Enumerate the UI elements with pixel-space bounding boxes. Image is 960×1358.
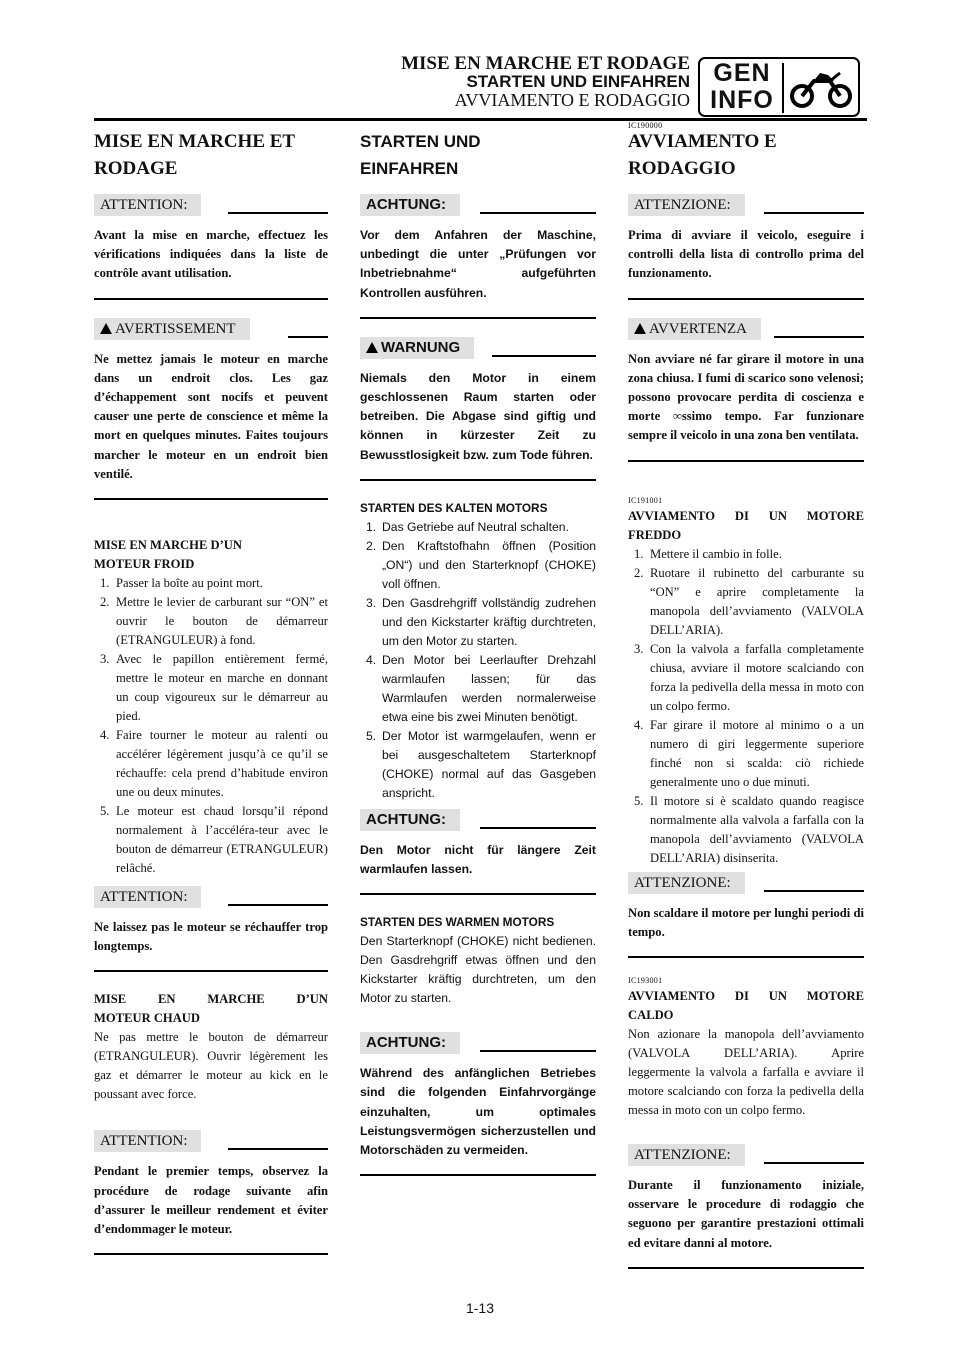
achtung-header: ACHTUNG: (360, 194, 596, 218)
attenzione-header: ATTENZIONE: (628, 1144, 864, 1168)
list-item: 4. Faire tourner le moteur au ralenti ou accélérer légèrement jusqu’à ce qu’il se réchauffe: cela prend d’habitude environ une ou deux minutes. (100, 728, 328, 800)
cold-start-steps (628, 545, 864, 868)
section-code: IC191001 (628, 495, 663, 505)
attention-header: ATTENTION: (94, 886, 328, 910)
list-item: 3. Den Gasdrehgriff vollständig zudrehen und den Kickstarter kräftig durchtreten, um den Motor zu starten. (366, 595, 596, 648)
list-item: 2. Den Kraftstofhahn öffnen (Position „ON“) und den Starterknopf (CHOKE) voll öffnen. (366, 538, 596, 591)
attenzione-header: ATTENZIONE: (628, 872, 864, 896)
motorcycle-icon (790, 69, 854, 109)
cold-start-heading: STARTEN DES KALTEN MOTORS (360, 500, 548, 515)
page-header (0, 55, 690, 109)
attenzione-text: Prima di avviare il veicolo, eseguire i controlli della lista di controllo prima del funzionamento. (628, 228, 864, 281)
header-rule (94, 118, 867, 121)
list-item: 5. Le moteur est chaud lorsqu’il répond normalement à l’accéléra-teur avec le bouton de démarreur (ETRANGULEUR) relâché. (100, 804, 328, 876)
attention-text: Avant la mise en marche, effectuez les vérifications indiquées dans la liste de contrôle avant utilisation. (94, 228, 328, 281)
list-item: 4. Far girare il motore al minimo o a un numero di giri leggermente superiore finché non si scalda: ciò richiede generalmente uno o due minuti. (634, 717, 864, 789)
attenzione-text: Non scaldare il motore per lunghi periodi di tempo. (628, 905, 864, 939)
achtung-text: Vor dem Anfahren der Maschine, unbedingt die unter „Prüfungen vor Inbetriebnahme“ aufgeführten Kontrollen ausführen. (360, 228, 596, 300)
list-item: 1. Das Getriebe auf Neutral schalten. (366, 519, 569, 534)
header-title-fr: MISE EN MARCHE ET RODAGE (401, 53, 690, 74)
attenzione-header: ATTENZIONE: (628, 194, 864, 218)
section-code: IC190000 (628, 121, 663, 130)
header-title-it: AVVIAMENTO E RODAGGIO (454, 90, 690, 110)
section-title: MISE EN MARCHE ET RODAGE (94, 131, 295, 179)
warning-icon (100, 323, 112, 334)
badge-text: GEN INFO (710, 59, 774, 114)
cold-start-steps (360, 518, 596, 803)
column-french (94, 128, 328, 1273)
attention-header: ATTENTION: (94, 194, 328, 218)
list-item: 1. Passer la boîte au point mort. (100, 576, 263, 591)
warm-start-text: Non azionare la manopola dell’avviamento (VALVOLA DELL’ARIA). Aprire leggermente la valvola a farfalla e avviare il motore scalciando con forza la pedivella della messa in moto con un colpo fermo. (628, 1027, 864, 1118)
attention-text: Ne laissez pas le moteur se réchauffer trop longtemps. (94, 920, 328, 954)
column-italian (628, 128, 864, 1287)
page-number: 1-13 (465, 1300, 495, 1316)
cold-start-heading: AVVIAMENTO DI UN MOTORE FREDDO (628, 508, 864, 542)
warning-text: Ne mettez jamais le moteur en marche dans un endroit clos. Les gaz d’échappement sont nocifs et peuvent causer une perte de conscience et même la mort en quelques minutes. Faites toujours marcher le moteur en un endroit bien ventilé. (94, 351, 328, 481)
section-title: AVVIAMENTO E RODAGGIO (628, 131, 777, 179)
warning-icon (366, 342, 378, 353)
warning-header: WARNUNG (360, 337, 596, 361)
warning-header: AVVERTENZA (628, 318, 864, 342)
list-item: 3. Con la valvola a farfalla completamente chiusa, avviare il motore scalciando con forza la pedivella della messa in moto con un colpo fermo. (634, 641, 864, 713)
warning-text: Niemals den Motor in einem geschlossenen Raum starten oder betreiben. Die Abgase sind giftig und können in kürzester Zeit zu Bewusstlosigkeit bzw. zum Tode führen. (360, 370, 596, 462)
warning-text: Non avviare né far girare il motore in una zona chiusa. I fumi di scarico sono velenosi; possono provocare perdita di coscienza e morte ∞ssimo tempo. Far funzionare sempre il veicolo in una zona ben ventilata. (628, 351, 864, 443)
warm-start-text: Den Starterknopf (CHOKE) nicht bedienen. Den Gasdrehgriff etwas öffnen und den Kickstarter kräftig durchtreten, um den Motor zu starten. (360, 934, 596, 1006)
warning-icon (634, 323, 646, 334)
warm-start-heading: MISE EN MARCHE D’UN MOTEUR CHAUD (94, 992, 328, 1026)
header-title-de: STARTEN UND EINFAHREN (466, 72, 690, 91)
achtung-text: Den Motor nicht für längere Zeit warmlaufen lassen. (360, 842, 596, 877)
list-item: 3. Avec le papillon entièrement fermé, mettre le moteur en marche en donnant un coup vigoureux sur le démarreur au pied. (100, 652, 328, 724)
achtung-text: Während des anfänglichen Betriebes sind die folgenden Einfahrvorgänge einzuhalten, um optimales Leistungsvermögen sicherzustellen und Motorschäden zu vermeiden. (360, 1066, 596, 1158)
list-item: 2. Ruotare il rubinetto del carburante su “ON” e aprire completamente la manopola dell’avviamento (VALVOLA DELL’ARIA). (634, 565, 864, 637)
achtung-header: ACHTUNG: (360, 1032, 596, 1056)
list-item: 5. Il motore si è scaldato quando reagisce normalmente alla valvola a farfalla con la manopola dell’avviamento (VALVOLA DELL’ARIA) disinserita. (634, 793, 864, 865)
list-item: 1. Mettere il cambio in folle. (634, 546, 782, 561)
warning-header: AVERTISSEMENT (94, 318, 328, 342)
gen-info-badge (698, 57, 860, 117)
warm-start-heading: AVVIAMENTO DI UN MOTORE CALDO (628, 989, 864, 1023)
cold-start-heading: MISE EN MARCHE D’UN MOTEUR FROID (94, 538, 242, 572)
section-title: STARTEN UND EINFAHREN (360, 132, 481, 178)
column-german (360, 128, 596, 1194)
attention-text: Pendant le premier temps, observez la procédure de rodage suivante afin d’assurer le meilleur rendement et éviter d’endommager le moteur. (94, 1164, 328, 1237)
attention-header: ATTENTION: (94, 1130, 328, 1154)
list-item: 2. Mettre le levier de carburant sur “ON” et ouvrir le bouton de démarreur (ETRANGULEUR) à fond. (100, 595, 328, 648)
section-code: IC193001 (628, 976, 663, 986)
attenzione-text: Durante il funzionamento iniziale, osservare le procedure di rodaggio che seguono per garantire prestazioni ottimali ed evitare danni al motore. (628, 1178, 864, 1250)
achtung-header: ACHTUNG: (360, 809, 596, 833)
list-item: 4. Den Motor bei Leerlaufter Drehzahl warmlaufen lassen; für das Warmlaufen werden normalerweise etwa eine bis zwei Minuten benötigt. (366, 652, 596, 724)
list-item: 5. Der Motor ist warmgelaufen, wenn er bei ausgeschaltetem Starterknopf (CHOKE) normal auf das Gasgeben anspricht. (366, 728, 596, 800)
warm-start-text: Ne pas mettre le bouton de démarreur (ETRANGULEUR). Ouvrir légèrement les gaz et démarrer le moteur au kick en le poussant avec force. (94, 1030, 328, 1102)
cold-start-steps (94, 574, 328, 878)
warm-start-heading: STARTEN DES WARMEN MOTORS (360, 915, 555, 930)
